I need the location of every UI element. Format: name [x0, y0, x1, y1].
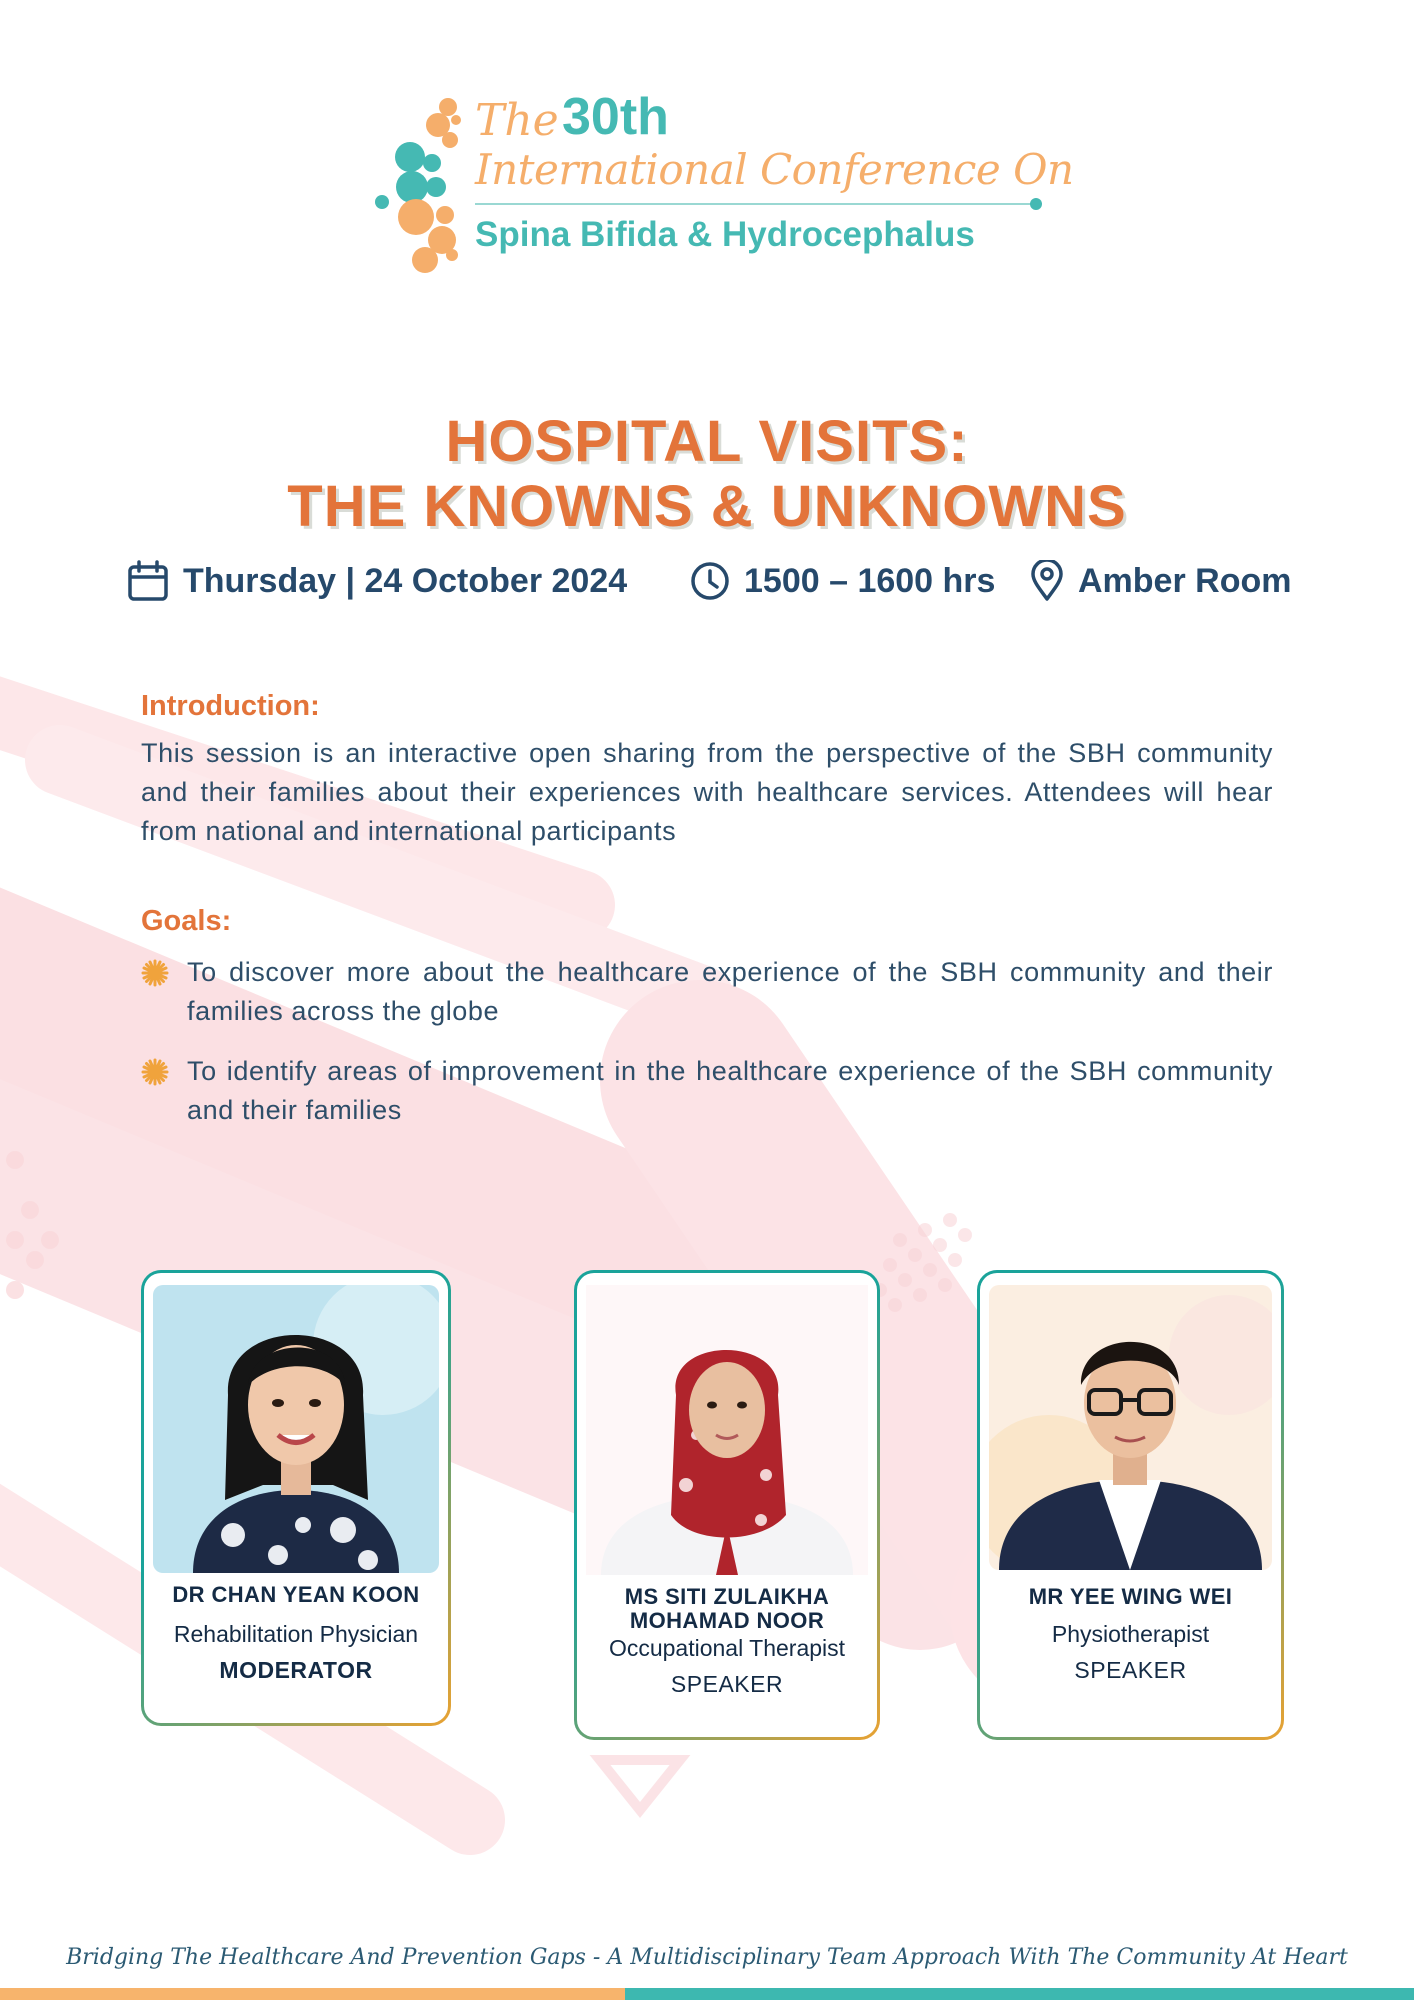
clock-icon: [690, 561, 730, 601]
logo-subtitle: Spina Bifida & Hydrocephalus: [475, 215, 975, 254]
event-room: [1030, 556, 1291, 606]
goal-text: To identify areas of improvement in the healthcare experience of the SBH community and their families: [187, 1056, 1273, 1125]
session-title-line-2: THE KNOWNS & UNKNOWNS: [287, 474, 1127, 539]
footer-bar-orange: [0, 1988, 625, 2000]
speaker-card: [977, 1270, 1284, 1740]
event-room-text: Amber Room: [1078, 561, 1292, 600]
speaker-photo: [989, 1285, 1272, 1570]
conference-logo: [370, 88, 1074, 285]
calendar-icon: [127, 560, 169, 602]
moderator-tag: MODERATOR: [219, 1657, 373, 1683]
goal-item: [141, 953, 1273, 1031]
sunburst-bullet-icon: [141, 959, 169, 987]
event-date: [127, 556, 627, 606]
moderator-photo: [153, 1285, 439, 1573]
event-time-text: 1500 – 1600 hrs: [744, 561, 996, 600]
logo-divider: [475, 203, 1035, 205]
speaker-photo: [586, 1285, 868, 1575]
moderator-role: Rehabilitation Physician: [173, 1621, 419, 1647]
introduction-text: This session is an interactive open sharing from the perspective of the SBH community and their families about their experiences with healthcare services. Attendees will hear from national and international participants: [141, 738, 1273, 846]
footer-bar-teal: [625, 1988, 1414, 2000]
session-title-line-1: HOSPITAL VISITS:: [445, 409, 969, 474]
molecule-logo-icon: [370, 95, 470, 285]
speaker-tag: SPEAKER: [670, 1671, 784, 1697]
logo-line-2: International Conference On: [475, 145, 1074, 194]
speaker-name: MR YEE WING WEI: [1028, 1584, 1233, 1609]
speaker-card: [574, 1270, 880, 1740]
logo-the: The: [475, 95, 559, 146]
introduction-heading: Introduction:: [141, 690, 320, 722]
location-pin-icon: [1030, 560, 1064, 602]
goal-text: To discover more about the healthcare experience of the SBH community and their families across the globe: [187, 957, 1273, 1026]
speaker-role: Occupational Therapist: [608, 1635, 846, 1661]
goals-heading: Goals:: [141, 905, 232, 937]
speaker-tag: SPEAKER: [1074, 1657, 1187, 1683]
speaker-name-line-1: MS SITI ZULAIKHA: [624, 1584, 830, 1609]
sunburst-bullet-icon: [141, 1058, 169, 1086]
goal-item: [141, 1052, 1273, 1130]
logo-divider-dot: [1030, 198, 1042, 210]
event-date-text: Thursday | 24 October 2024: [183, 561, 628, 600]
moderator-card: [141, 1270, 451, 1726]
speaker-role: Physiotherapist: [1051, 1621, 1210, 1647]
speaker-name-line-2: MOHAMAD NOOR: [629, 1608, 825, 1633]
event-time: [690, 556, 995, 606]
moderator-name: DR CHAN YEAN KOON: [172, 1582, 420, 1607]
logo-ordinal: 30th: [562, 88, 669, 146]
footer-tagline: Bridging The Healthcare And Prevention Gaps - A Multidisciplinary Team Approach With The Community At Heart: [66, 1945, 1348, 1970]
